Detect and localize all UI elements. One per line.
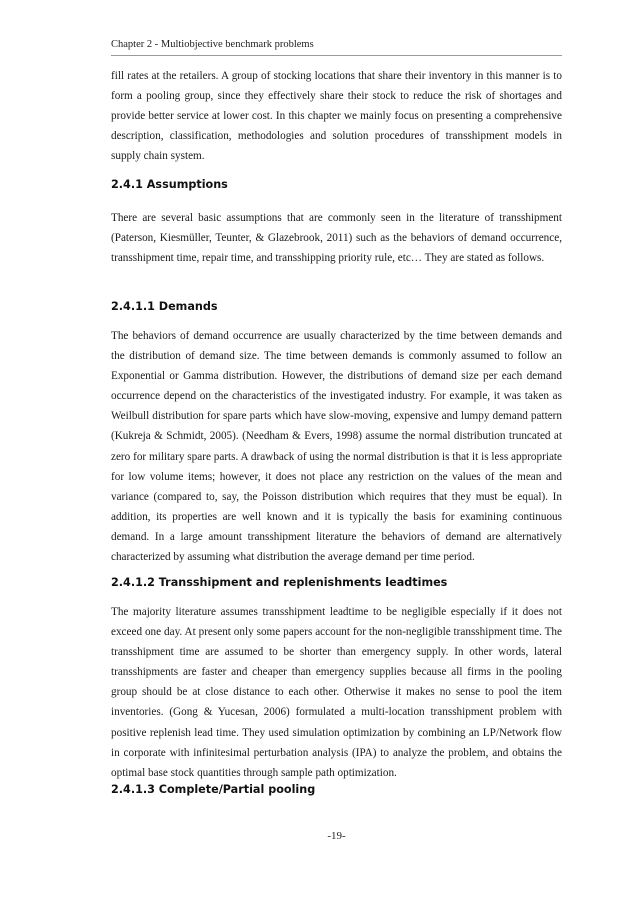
demands-paragraph: The behaviors of demand occurrence are usually characterized by the time between demands and the distribution of demand size. The time between demands is commonly assumed to follow an Exponential or Gamma distribution. However, the distributions of demand size per each demand occurrence depend on the characteristics of the investigated industry. For example, it was taken as Weilbull distribution for spare parts which have slow-moving, expensive and lumpy demand pattern (Kukreja & Schmidt, 2005). (Needham & Evers, 1998) assume the normal distribution truncated at zero for military spare parts. A drawback of using the normal distribution is that it is less appropriate for low volume items; however, it does not place any restriction on the values of the mean and variance (compared to, say, the Poisson distribution which requires that they must be equal). In addition, its properties are well known and it is typically the basis for examining continuous demand. In a large amount transshipment literature the behaviors of demand are alternatively characterized by assuming what distribution the average demand per time period. (111, 330, 562, 564)
section-heading-assumptions: 2.4.1 Assumptions (111, 178, 228, 191)
document-page (111, 0, 562, 903)
page-number: -19- (327, 830, 346, 842)
section-heading-leadtimes: 2.4.1.2 Transshipment and replenishments leadtimes (111, 576, 448, 589)
intro-paragraph: fill rates at the retailers. A group of stocking locations that share their inventory in this manner is to form a pooling group, since they effectively share their stock to reduce the risk of shortages and provide better service at lower cost. In this chapter we mainly focus on presenting a comprehensive description, classification, methodologies and solution procedures of transshipment models in supply chain system. (111, 70, 562, 163)
section-heading-pooling: 2.4.1.3 Complete/Partial pooling (111, 783, 316, 796)
assumptions-paragraph: There are several basic assumptions that are commonly seen in the literature of transshipment (Paterson, Kiesmüller, Teunter, & Glazebrook, 2011) such as the behaviors of demand occurrence, transshipment time, repair time, and transshipping priority rule, etc… They are stated as follows. (111, 212, 562, 265)
header-divider (111, 55, 562, 56)
leadtimes-paragraph: The majority literature assumes transshipment leadtime to be negligible especially if it does not exceed one day. At present only some papers account for the non-negligible transshipment time. The transshipment time are assumed to be shorter than emergency supply. In other words, lateral transshipments are faster and cheaper than emergency supplies because all firms in the pooling group should be at close distance to each other. Otherwise it makes no sense to pool the item inventories. (Gong & Yucesan, 2006) formulated a multi-location transshipment problem with positive replenish lead time. They used simulation optimization by combining an LP/Network flow in corporate with infinitesimal perturbation analysis (IPA) to analyze the problem, and obtains the optimal base stock quantities through sample path optimization. (111, 606, 562, 779)
section-heading-demands: 2.4.1.1 Demands (111, 300, 218, 313)
running-header: Chapter 2 - Multiobjective benchmark problems (111, 39, 314, 50)
